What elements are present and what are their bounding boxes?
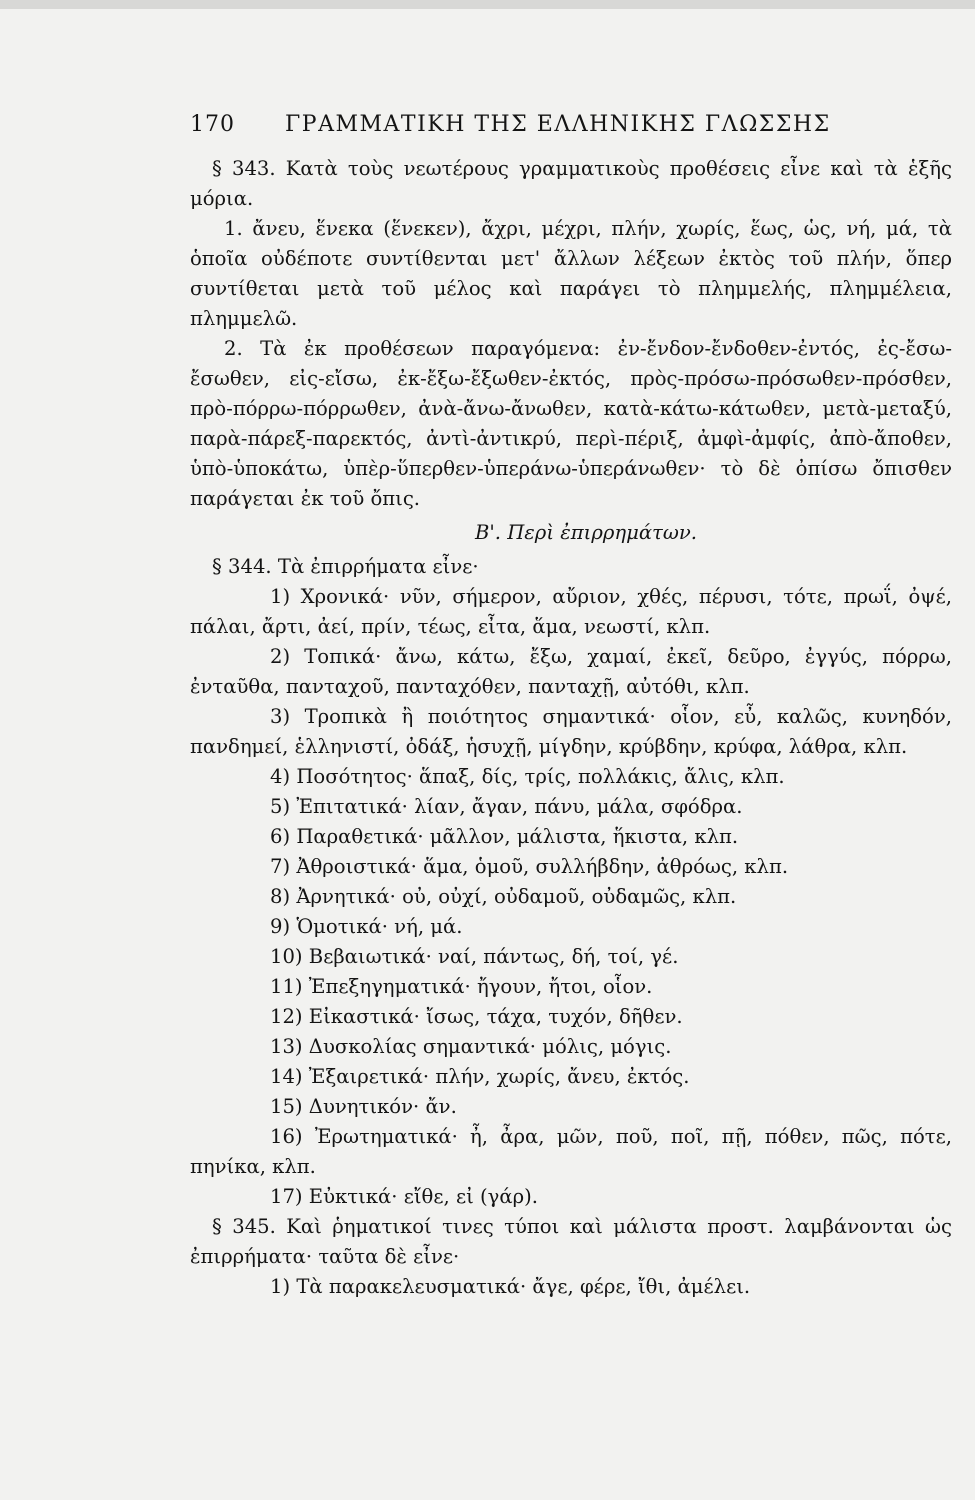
section-345-item-1: 1) Τὰ παρακελευσματικά· ἄγε, φέρε, ἴθι, ἀμέλει. bbox=[270, 1275, 751, 1298]
scan-top-edge bbox=[0, 0, 975, 9]
adverb-list-item: 6) Παραθετικά· μᾶλλον, μάλιστα, ἥκιστα, κλπ. bbox=[270, 825, 739, 848]
adverb-list-item: 17) Εὐκτικά· εἴθε, εἰ (γάρ). bbox=[270, 1185, 538, 1208]
book-page bbox=[190, 110, 952, 1302]
adverb-list-item: 10) Βεβαιωτικά· ναί, πάντως, δή, τοί, γέ. bbox=[270, 945, 679, 968]
adverb-list-item: 16) Ἐρωτηματικά· ἦ, ἆρα, μῶν, ποῦ, ποῖ, πῇ, πόθεν, πῶς, πότε, πηνίκα, κλπ. bbox=[190, 1125, 952, 1178]
section-343-point-2: 2. Τὰ ἐκ προθέσεων παραγόμενα: ἐν-ἔνδον-ἔνδοθεν-ἐντός, ἐς-ἔσω-ἔσωθεν, εἰς-εἴσω, ἐκ-ἔξω-ἔξωθεν-ἐκτός, πρὸς-πρόσω-πρόσωθεν-πρόσθεν, πρὸ-πόρρω-πόρρωθεν, ἀνὰ-ἄνω-ἄνωθεν, κατὰ-κάτω-κάτωθεν, μετὰ-μεταξύ, παρὰ-πάρεξ-παρεκτός, ἀντὶ-ἀντικρύ, περὶ-πέριξ, ἀμφὶ-ἀμφίς, ἀπὸ-ἄποθεν, ὑπὸ-ὑποκάτω, ὑπὲρ-ὕπερθεν-ὑπεράνω-ὑπεράνωθεν· τὸ δὲ ὀπίσω ὄπισθεν παράγεται ἐκ τοῦ ὄπις. bbox=[190, 337, 952, 510]
adverb-list-item: 8) Ἀρνητικά· οὐ, οὐχί, οὐδαμοῦ, οὐδαμῶς, κλπ. bbox=[270, 885, 737, 908]
section-345-intro: § 345. Καὶ ῥηματικοί τινες τύποι καὶ μάλιστα προστ. λαμβάνονται ὡς ἐπιρρήματα· ταῦτα δὲ εἶνε· bbox=[190, 1215, 952, 1268]
adverb-list-item: 15) Δυνητικόν· ἄν. bbox=[270, 1095, 457, 1118]
adverb-list-item: 2) Τοπικά· ἄνω, κάτω, ἔξω, χαμαί, ἐκεῖ, δεῦρο, ἐγγύς, πόρρω, ἐνταῦθα, πανταχοῦ, πανταχόθεν, πανταχῇ, αὐτόθι, κλπ. bbox=[190, 645, 952, 698]
section-343-intro: § 343. Κατὰ τοὺς νεωτέρους γραμματικοὺς προθέσεις εἶνε καὶ τὰ ἑξῆς μόρια. bbox=[190, 157, 952, 210]
adverb-list-item: 12) Εἰκαστικά· ἴσως, τάχα, τυχόν, δῆθεν. bbox=[270, 1005, 683, 1028]
adverb-list-item: 4) Ποσότητος· ἅπαξ, δίς, τρίς, πολλάκις, ἄλις, κλπ. bbox=[270, 765, 785, 788]
running-title: ΓΡΑΜΜΑΤΙΚΗ ΤΗΣ ΕΛΛΗΝΙΚΗΣ ΓΛΩΣΣΗΣ bbox=[285, 112, 831, 137]
adverb-list-item: 14) Ἐξαιρετικά· πλήν, χωρίς, ἄνευ, ἐκτός. bbox=[270, 1065, 690, 1088]
page-number: 170 bbox=[190, 112, 235, 137]
subheading-adverbs: Β'. Περὶ ἐπιρρημάτων. bbox=[474, 521, 698, 544]
adverb-list-item: 1) Χρονικά· νῦν, σήμερον, αὔριον, χθές, πέρυσι, τότε, πρωΐ, ὀψέ, πάλαι, ἄρτι, ἀεί, πρίν, τέως, εἶτα, ἅμα, νεωστί, κλπ. bbox=[190, 585, 952, 638]
adverb-list-item: 9) Ὁμοτικά· νή, μά. bbox=[270, 915, 463, 938]
section-343-point-1: 1. ἄνευ, ἕνεκα (ἕνεκεν), ἄχρι, μέχρι, πλήν, χωρίς, ἕως, ὡς, νή, μά, τὰ ὁποῖα οὐδέποτε συντίθενται μετ' ἄλλων λέξεων ἐκτὸς τοῦ πλήν, ὅπερ συντίθεται μετὰ τοῦ μέλος καὶ παράγει τὸ πλημμελής, πλημμέλεια, πλημμελῶ. bbox=[190, 217, 952, 330]
adverb-list-item: 5) Ἐπιτατικά· λίαν, ἄγαν, πάνυ, μάλα, σφόδρα. bbox=[270, 795, 743, 818]
section-344-intro: § 344. Τὰ ἐπιρρήματα εἶνε· bbox=[212, 555, 479, 578]
adverb-list-item: 7) Ἀθροιστικά· ἅμα, ὁμοῦ, συλλήβδην, ἀθρόως, κλπ. bbox=[270, 855, 789, 878]
adverb-list-item: 13) Δυσκολίας σημαντικά· μόλις, μόγις. bbox=[270, 1035, 672, 1058]
adverb-list-item: 3) Τροπικὰ ἢ ποιότητος σημαντικά· οἷον, εὖ, καλῶς, κυνηδόν, πανδημεί, ἑλληνιστί, ὀδάξ, ἡσυχῇ, μίγδην, κρύβδην, κρύφα, λάθρα, κλπ. bbox=[190, 705, 952, 758]
adverb-list-item: 11) Ἐπεξηγηματικά· ἤγουν, ἤτοι, οἷον. bbox=[270, 975, 653, 998]
running-header bbox=[190, 110, 952, 154]
